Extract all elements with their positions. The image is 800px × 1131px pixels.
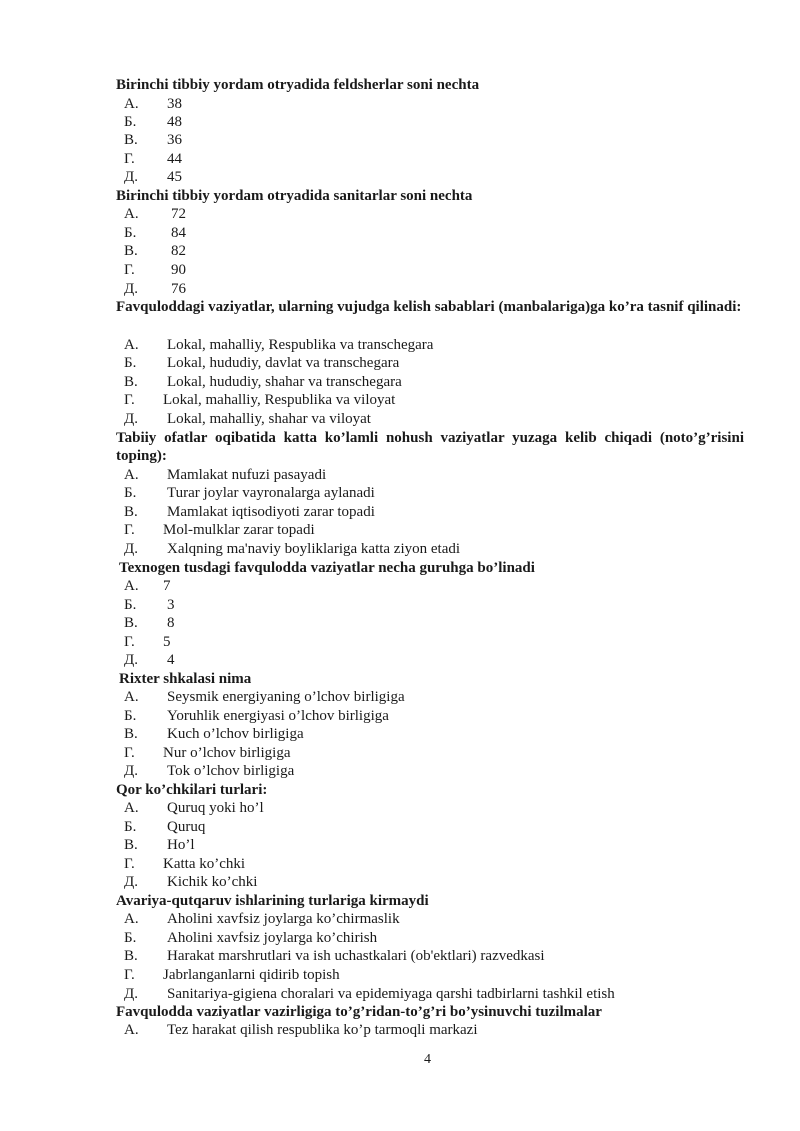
question-text: Avariya-qutqaruv ishlarining turlariga kirmaydi — [116, 893, 429, 909]
option-text: Quruq yoki ho’l — [167, 800, 264, 816]
option-text: 76 — [171, 281, 186, 297]
option-letter: В. — [124, 948, 138, 964]
option-text: Tok o’lchov birligiga — [167, 763, 295, 779]
question-text: Birinchi tibbiy yordam otryadida feldsherlar soni nechta — [116, 77, 480, 93]
option-text: Mol-mulklar zarar topadi — [163, 522, 315, 538]
option-text: 45 — [167, 169, 182, 185]
option-text: 48 — [167, 114, 182, 130]
option-letter: Д. — [124, 541, 138, 557]
option-letter: Б. — [124, 355, 137, 371]
option-letter: А. — [124, 206, 139, 222]
option-letter: В. — [124, 132, 138, 148]
option-text: Lokal, mahalliy, Respublika va transchegara — [167, 337, 434, 353]
option-letter: В. — [124, 374, 138, 390]
option-letter: Г. — [124, 745, 135, 761]
option-letter: Г. — [124, 262, 135, 278]
option-text: Mamlakat nufuzi pasayadi — [167, 467, 327, 483]
option-text: 84 — [171, 225, 186, 241]
option-letter: Д. — [124, 169, 138, 185]
option-text: 90 — [171, 262, 186, 278]
option-letter: А. — [124, 800, 139, 816]
page-number: 4 — [424, 1052, 431, 1067]
question-text: Rixter shkalasi nima — [119, 671, 252, 687]
option-text: 38 — [167, 96, 182, 112]
option-letter: Б. — [124, 819, 137, 835]
option-text: 36 — [167, 132, 182, 148]
option-letter: Д. — [124, 763, 138, 779]
option-text: Kichik ko’chki — [167, 874, 258, 890]
option-text: 72 — [171, 206, 186, 222]
option-text: Seysmik energiyaning o’lchov birligiga — [167, 689, 405, 705]
question-text: Favquloddagi vaziyatlar, ularning vujudga kelish sabablari (manbalariga)ga ko’ra tasnif qilinadi: — [116, 299, 742, 315]
option-letter: Б. — [124, 225, 137, 241]
option-letter: В. — [124, 615, 138, 631]
option-text: Lokal, mahalliy, Respublika va viloyat — [163, 392, 396, 408]
question-text: Favqulodda vaziyatlar vazirligiga to’g’ridan-to’g’ri bo’ysinuvchi tuzilmalar — [116, 1004, 602, 1020]
option-letter: Г. — [124, 856, 135, 872]
option-letter: Д. — [124, 281, 138, 297]
option-text: 3 — [167, 597, 175, 613]
option-text: Turar joylar vayronalarga aylanadi — [167, 485, 375, 501]
option-text: 5 — [163, 634, 171, 650]
option-letter: Д. — [124, 986, 138, 1002]
option-text: Kuch o’lchov birligiga — [167, 726, 304, 742]
option-letter: А. — [124, 689, 139, 705]
option-letter: А. — [124, 911, 139, 927]
option-letter: А. — [124, 337, 139, 353]
option-text: 82 — [171, 243, 186, 259]
option-text: 4 — [167, 652, 175, 668]
option-text: Lokal, hududiy, davlat va transchegara — [167, 355, 400, 371]
option-text: Lokal, hududiy, shahar va transchegara — [167, 374, 402, 390]
option-letter: Б. — [124, 708, 137, 724]
option-text: Lokal, mahalliy, shahar va viloyat — [167, 411, 371, 427]
option-text: Aholini xavfsiz joylarga ko’chirish — [167, 930, 378, 946]
option-letter: А. — [124, 1022, 139, 1038]
option-text: Xalqning ma'naviy boyliklariga katta ziyon etadi — [167, 541, 461, 557]
option-text: Harakat marshrutlari va ish uchastkalari (ob'ektlari) razvedkasi — [167, 948, 545, 964]
option-letter: Б. — [124, 597, 137, 613]
option-letter: Г. — [124, 967, 135, 983]
option-text: 44 — [167, 151, 182, 167]
option-letter: Д. — [124, 411, 138, 427]
option-text: Mamlakat iqtisodiyoti zarar topadi — [167, 504, 375, 520]
option-letter: Б. — [124, 485, 137, 501]
option-letter: Б. — [124, 930, 137, 946]
question-text: Qor ko’chkilari turlari: — [116, 782, 268, 798]
question-text: Texnogen tusdagi favqulodda vaziyatlar necha guruhga bo’linadi — [119, 560, 535, 576]
option-text: Ho’l — [167, 837, 195, 853]
option-text: Aholini xavfsiz joylarga ko’chirmaslik — [167, 911, 400, 927]
option-letter: Г. — [124, 151, 135, 167]
option-text: Sanitariya-gigiena choralari va epidemiyaga qarshi tadbirlarni tashkil etish — [167, 986, 615, 1002]
option-letter: В. — [124, 726, 138, 742]
option-text: Quruq — [167, 819, 206, 835]
question-text: Birinchi tibbiy yordam otryadida sanitarlar soni nechta — [116, 188, 473, 204]
option-letter: Г. — [124, 634, 135, 650]
option-text: 8 — [167, 615, 175, 631]
option-text: Katta ko’chki — [163, 856, 246, 872]
option-text: Yoruhlik energiyasi o’lchov birligiga — [167, 708, 389, 724]
option-letter: В. — [124, 243, 138, 259]
option-text: Tez harakat qilish respublika ko’p tarmoqli markazi — [167, 1022, 478, 1038]
option-letter: А. — [124, 578, 139, 594]
option-letter: Г. — [124, 392, 135, 408]
option-letter: Д. — [124, 652, 138, 668]
option-text: 7 — [163, 578, 171, 594]
option-letter: Д. — [124, 874, 138, 890]
option-text: Nur o’lchov birligiga — [163, 745, 291, 761]
option-letter: Г. — [124, 522, 135, 538]
option-letter: Б. — [124, 114, 137, 130]
option-letter: А. — [124, 467, 139, 483]
option-letter: В. — [124, 837, 138, 853]
option-letter: В. — [124, 504, 138, 520]
option-letter: А. — [124, 96, 139, 112]
option-text: Jabrlanganlarni qidirib topish — [163, 967, 340, 983]
question-text: Tabiiy ofatlar oqibatida katta ko’lamli nohush vaziyatlar yuzaga kelib chiqadi (noto’g’risini toping): — [116, 430, 744, 464]
